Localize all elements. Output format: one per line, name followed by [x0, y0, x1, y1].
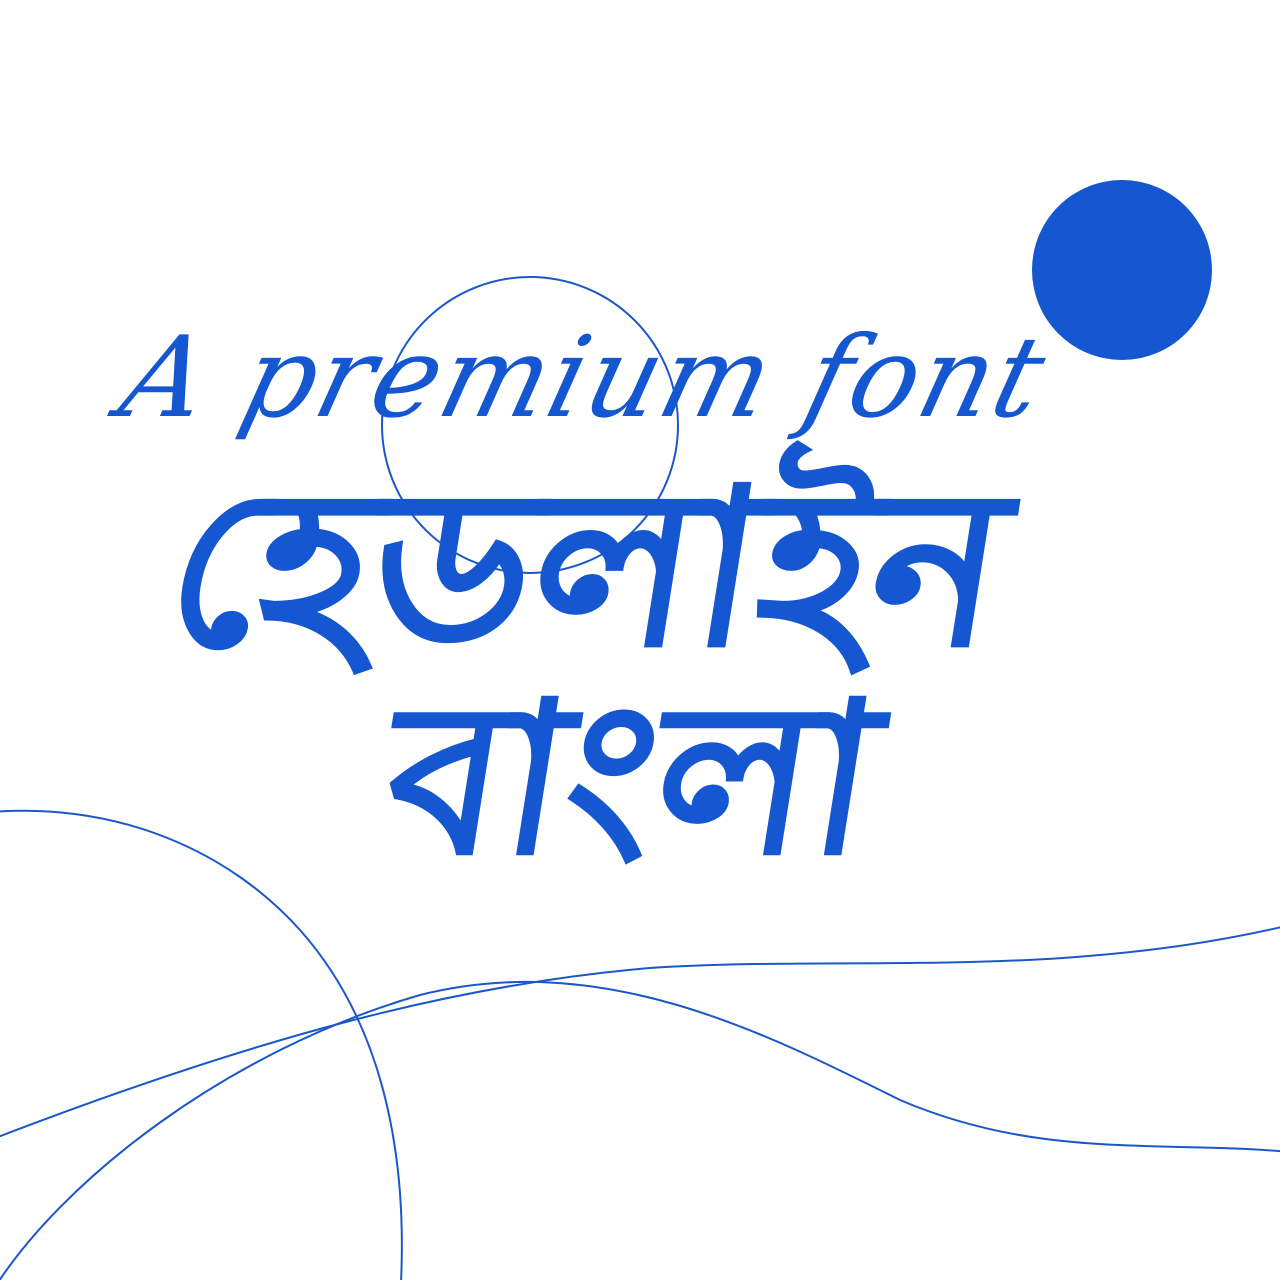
solid-circle: [1032, 180, 1212, 360]
arc-curve: [0, 811, 402, 1280]
heading-line-1: হেডলাইন: [150, 443, 1024, 696]
tagline-script: A premium font: [108, 313, 1060, 443]
wave-line-upper: [0, 925, 1280, 1140]
wave-line-lower: [0, 982, 1280, 1280]
heading-line-2: বাংলা: [369, 657, 895, 902]
